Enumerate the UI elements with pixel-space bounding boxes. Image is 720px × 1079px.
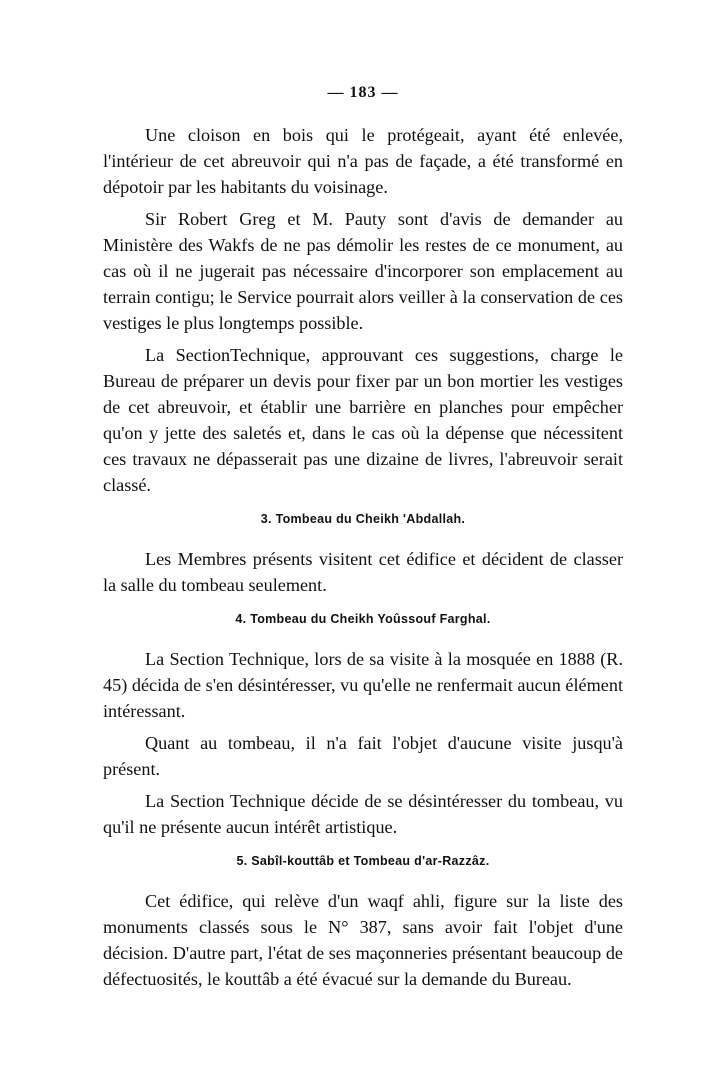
paragraph: Les Membres présents visitent cet édifice et décident de classer la salle du tombeau seulement. <box>103 549 623 595</box>
paragraph: Cet édifice, qui relève d'un waqf ahli, figure sur la liste des monuments classés sous le N° 387, sans avoir fait l'objet d'une décision. D'autre part, l'état de ses maçonneries présentant beaucoup de défectuosités, le kouttâb a été évacué sur la demande du Bureau. <box>103 891 623 989</box>
paragraph: La Section Technique décide de se désintéresser du tombeau, vu qu'il ne présente aucun intérêt artistique. <box>103 791 623 837</box>
paragraph: Sir Robert Greg et M. Pauty sont d'avis de demander au Ministère des Wakfs de ne pas démolir les restes de ce monument, au cas où il ne jugerait pas nécessaire d'incorporer son emplacement au terrain contigu; le Service pourrait alors veiller à la conservation de ces vestiges le plus longtemps possible. <box>103 209 623 333</box>
section-heading-5: 5. Sabîl-kouttâb et Tombeau d'ar-Razzâz. <box>236 854 490 868</box>
document-page <box>103 84 623 998</box>
section-heading-3: 3. Tombeau du Cheikh 'Abdallah. <box>260 512 466 526</box>
page-number: — 183 — <box>327 84 399 101</box>
paragraph: La Section Technique, lors de sa visite à la mosquée en 1888 (R. 45) décida de s'en désintéresser, vu qu'elle ne renfermait aucun élément intéressant. <box>103 649 623 721</box>
section-heading-4: 4. Tombeau du Cheikh Yoûssouf Farghal. <box>235 612 491 626</box>
paragraph: La SectionTechnique, approuvant ces suggestions, charge le Bureau de préparer un devis pour fixer par un bon mortier les vestiges de cet abreuvoir, et établir une barrière en planches pour empêcher qu'on y jette des saletés et, dans le cas où la dépense que nécessitent ces travaux ne dépasserait pas une dizaine de livres, l'abreuvoir serait classé. <box>103 345 623 495</box>
paragraph: Quant au tombeau, il n'a fait l'objet d'aucune visite jusqu'à présent. <box>103 733 623 779</box>
paragraph: Une cloison en bois qui le protégeait, ayant été enlevée, l'intérieur de cet abreuvoir qui n'a pas de façade, a été transformé en dépotoir par les habitants du voisinage. <box>103 125 623 197</box>
